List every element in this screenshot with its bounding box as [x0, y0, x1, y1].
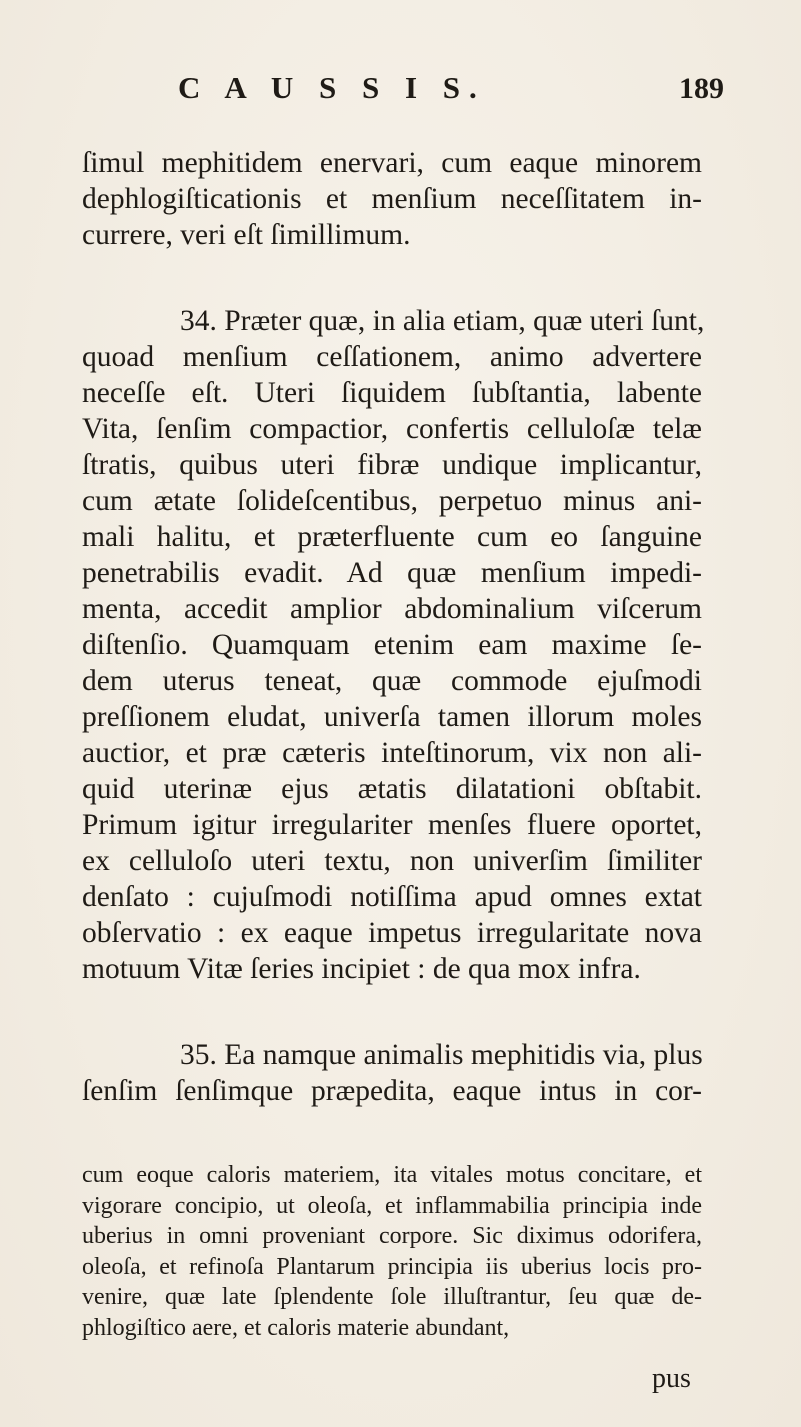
text-line: quid uterinæ ejus ætatis dilatationi obſtabit.: [82, 773, 702, 805]
text-line: Vita, ſenſim compactior, confertis celluloſæ telæ: [82, 413, 702, 445]
catchword: pus: [652, 1363, 691, 1394]
text-line: menta, accedit amplior abdominalium viſcerum: [82, 593, 702, 625]
text-line: Primum igitur irregulariter menſes fluere oportet,: [82, 809, 702, 841]
footnote-line: oleoſa, et refinoſa Plantarum principia iis uberius locis pro-: [82, 1253, 702, 1280]
page-number: 189: [679, 72, 724, 105]
text-line: penetrabilis evadit. Ad quæ menſium impedi-: [82, 557, 702, 589]
text-line: ſtratis, quibus uteri fibræ undique implicantur,: [82, 449, 702, 481]
text-line: 34. Præter quæ, in alia etiam, quæ uteri ſunt,: [180, 305, 705, 337]
text-line: ſimul mephitidem enervari, cum eaque minorem: [82, 147, 702, 179]
running-head: [0, 70, 801, 114]
footnote-line: phlogiſtico aere, et caloris materie abundant,: [82, 1314, 510, 1341]
text-line: diſtenſio. Quamquam etenim eam maxime ſe-: [82, 629, 702, 661]
text-line: dephlogiſticationis et menſium neceſſitatem in-: [82, 183, 702, 215]
text-line: currere, veri eſt ſimillimum.: [82, 219, 411, 251]
running-title: C A U S S I S.: [178, 70, 486, 105]
footnote-line: vigorare concipio, ut oleoſa, et inflammabilia principia inde: [82, 1192, 702, 1219]
text-line: ſenſim ſenſimque præpedita, eaque intus in cor-: [82, 1075, 702, 1107]
text-line: motuum Vitæ ſeries incipiet : de qua mox infra.: [82, 953, 641, 985]
text-line: neceſſe eſt. Uteri ſiquidem ſubſtantia, labente: [82, 377, 702, 409]
text-line: obſervatio : ex eaque impetus irregularitate nova: [82, 917, 702, 949]
text-line: mali halitu, et præterfluente cum eo ſanguine: [82, 521, 702, 553]
text-line: preſſionem eludat, univerſa tamen illorum moles: [82, 701, 702, 733]
text-line: dem uterus teneat, quæ commode ejuſmodi: [82, 665, 702, 697]
text-line: ex celluloſo uteri textu, non univerſim ſimiliter: [82, 845, 702, 877]
text-line: denſato : cujuſmodi notiſſima apud omnes extat: [82, 881, 702, 913]
footnote-line: cum eoque caloris materiem, ita vitales motus concitare, et: [82, 1162, 702, 1188]
text-line: cum ætate ſolideſcentibus, perpetuo minus ani-: [82, 485, 702, 517]
text-line: 35. Ea namque animalis mephitidis via, plus: [180, 1039, 703, 1071]
text-line: auctior, et præ cæteris inteſtinorum, vix non ali-: [82, 737, 702, 769]
text-line: quoad menſium ceſſationem, animo advertere: [82, 341, 702, 373]
footnote-line: uberius in omni proveniant corpore. Sic diximus odorifera,: [82, 1223, 702, 1249]
footnote-line: venire, quæ late ſplendente ſole illuſtrantur, ſeu quæ de-: [82, 1284, 702, 1310]
